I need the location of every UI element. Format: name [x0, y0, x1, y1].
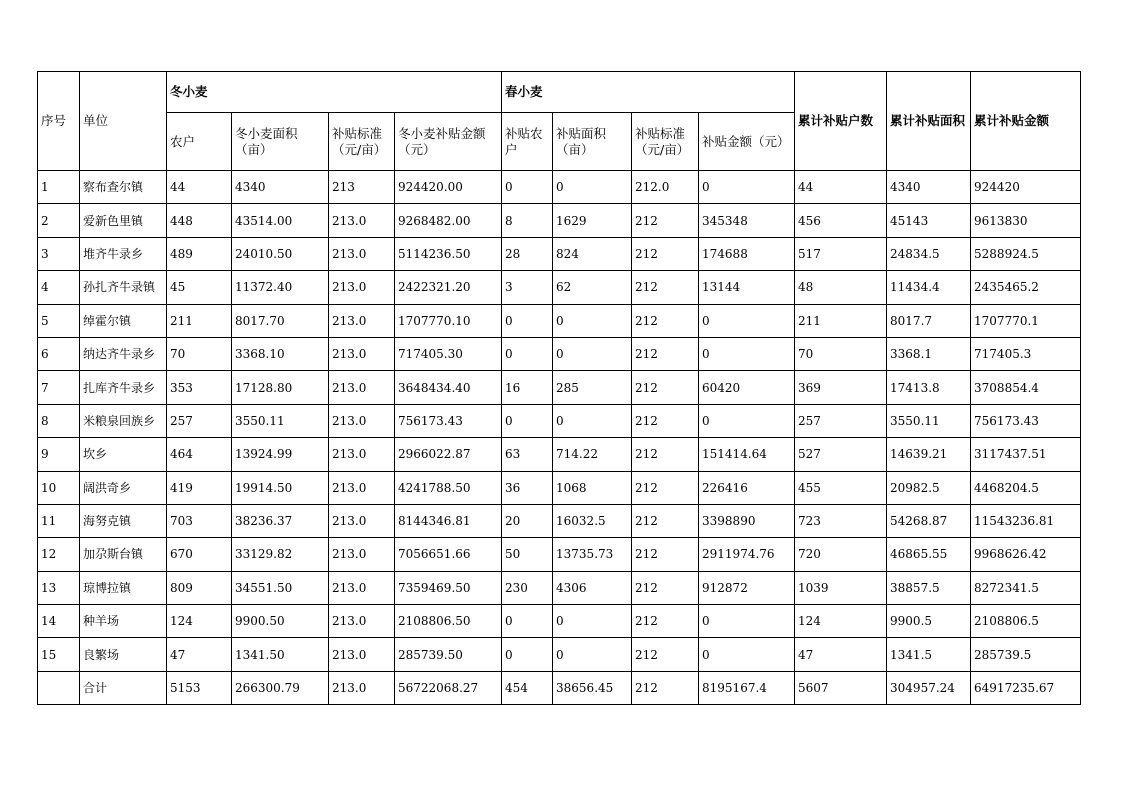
table-cell: 0 — [502, 304, 553, 337]
table-cell: 4241788.50 — [395, 471, 502, 504]
table-cell: 0 — [553, 304, 632, 337]
table-cell: 9900.5 — [887, 605, 971, 638]
table-cell: 11 — [38, 504, 80, 537]
table-row — [38, 471, 1081, 504]
table-cell: 33129.82 — [232, 538, 329, 571]
table-cell: 212 — [632, 237, 699, 270]
table-cell: 合计 — [80, 671, 167, 704]
table-cell: 47 — [167, 638, 232, 671]
table-cell: 13924.99 — [232, 438, 329, 471]
header-winter-amount: 冬小麦补贴金额（元） — [395, 113, 502, 171]
table-cell: 717405.30 — [395, 337, 502, 370]
table-cell: 54268.87 — [887, 504, 971, 537]
table-cell: 3 — [38, 237, 80, 270]
table-cell: 304957.24 — [887, 671, 971, 704]
header-index: 序号 — [38, 72, 80, 171]
total-row — [38, 671, 1081, 704]
table-cell: 62 — [553, 271, 632, 304]
table-cell: 212.0 — [632, 171, 699, 204]
table-cell: 0 — [553, 404, 632, 437]
table-cell: 8017.7 — [887, 304, 971, 337]
table-cell: 213.0 — [329, 538, 395, 571]
table-row — [38, 404, 1081, 437]
table-cell: 加尕斯台镇 — [80, 538, 167, 571]
table-row — [38, 371, 1081, 404]
table-cell: 14 — [38, 605, 80, 638]
table-cell: 212 — [632, 304, 699, 337]
table-cell: 4468204.5 — [971, 471, 1081, 504]
table-cell: 察布查尔镇 — [80, 171, 167, 204]
table-cell: 212 — [632, 638, 699, 671]
table-cell: 70 — [167, 337, 232, 370]
table-row — [38, 638, 1081, 671]
table-cell: 纳达齐牛录乡 — [80, 337, 167, 370]
table-cell: 285739.5 — [971, 638, 1081, 671]
table-cell: 7056651.66 — [395, 538, 502, 571]
table-cell: 1707770.10 — [395, 304, 502, 337]
table-cell: 良繁场 — [80, 638, 167, 671]
table-cell: 924420 — [971, 171, 1081, 204]
table-cell: 257 — [167, 404, 232, 437]
table-cell: 45 — [167, 271, 232, 304]
table-cell: 0 — [502, 404, 553, 437]
table-cell: 212 — [632, 671, 699, 704]
table-cell: 0 — [699, 337, 795, 370]
table-cell: 213.0 — [329, 438, 395, 471]
table-cell: 213.0 — [329, 638, 395, 671]
header-total-households: 累计补贴户数 — [795, 72, 887, 171]
table-cell: 12 — [38, 538, 80, 571]
table-cell: 2435465.2 — [971, 271, 1081, 304]
table-cell: 419 — [167, 471, 232, 504]
table-cell: 455 — [795, 471, 887, 504]
table-cell: 213.0 — [329, 605, 395, 638]
table-cell: 堆齐牛录乡 — [80, 237, 167, 270]
table-cell: 2966022.87 — [395, 438, 502, 471]
table-cell: 0 — [553, 638, 632, 671]
table-cell: 151414.64 — [699, 438, 795, 471]
header-unit: 单位 — [80, 72, 167, 171]
table-cell: 60420 — [699, 371, 795, 404]
table-cell: 24010.50 — [232, 237, 329, 270]
table-cell: 212 — [632, 438, 699, 471]
table-cell: 绰霍尔镇 — [80, 304, 167, 337]
table-cell: 14639.21 — [887, 438, 971, 471]
table-cell: 824 — [553, 237, 632, 270]
table-cell: 38656.45 — [553, 671, 632, 704]
table-cell: 3648434.40 — [395, 371, 502, 404]
table-cell: 213.0 — [329, 204, 395, 237]
table-cell: 353 — [167, 371, 232, 404]
table-row — [38, 237, 1081, 270]
table-cell: 454 — [502, 671, 553, 704]
header-spring-households: 补贴农户 — [502, 113, 553, 171]
table-cell: 1068 — [553, 471, 632, 504]
table-row — [38, 271, 1081, 304]
table-cell: 456 — [795, 204, 887, 237]
table-cell: 45143 — [887, 204, 971, 237]
table-row — [38, 304, 1081, 337]
table-cell: 38236.37 — [232, 504, 329, 537]
table-cell: 213 — [329, 171, 395, 204]
table-cell: 56722068.27 — [395, 671, 502, 704]
table-cell: 20 — [502, 504, 553, 537]
table-cell: 213.0 — [329, 337, 395, 370]
table-cell: 0 — [502, 337, 553, 370]
table-cell: 3 — [502, 271, 553, 304]
table-cell: 0 — [699, 638, 795, 671]
table-cell: 212 — [632, 404, 699, 437]
table-row — [38, 204, 1081, 237]
table-cell: 8 — [502, 204, 553, 237]
table-cell: 11543236.81 — [971, 504, 1081, 537]
table-cell: 16032.5 — [553, 504, 632, 537]
table-cell: 3117437.51 — [971, 438, 1081, 471]
table-cell: 24834.5 — [887, 237, 971, 270]
table-cell: 孙扎齐牛录镇 — [80, 271, 167, 304]
subsidy-table — [37, 71, 1081, 705]
header-spring-amount: 补贴金额（元） — [699, 113, 795, 171]
table-cell: 2108806.5 — [971, 605, 1081, 638]
table-cell: 212 — [632, 371, 699, 404]
table-cell: 3550.11 — [887, 404, 971, 437]
table-cell: 213.0 — [329, 571, 395, 604]
table-cell: 48 — [795, 271, 887, 304]
table-cell: 8017.70 — [232, 304, 329, 337]
table-cell: 3708854.4 — [971, 371, 1081, 404]
table-cell: 720 — [795, 538, 887, 571]
table-cell: 海努克镇 — [80, 504, 167, 537]
table-cell: 230 — [502, 571, 553, 604]
table-cell: 213.0 — [329, 304, 395, 337]
table-cell: 174688 — [699, 237, 795, 270]
table-cell: 1341.50 — [232, 638, 329, 671]
table-cell: 124 — [795, 605, 887, 638]
table-cell: 213.0 — [329, 237, 395, 270]
table-cell: 17413.8 — [887, 371, 971, 404]
table-cell: 285739.50 — [395, 638, 502, 671]
table-cell: 212 — [632, 605, 699, 638]
table-cell: 9268482.00 — [395, 204, 502, 237]
table-row — [38, 571, 1081, 604]
table-cell: 527 — [795, 438, 887, 471]
table-cell: 5288924.5 — [971, 237, 1081, 270]
table-cell: 924420.00 — [395, 171, 502, 204]
table-cell: 2911974.76 — [699, 538, 795, 571]
table-cell: 9968626.42 — [971, 538, 1081, 571]
table-cell: 8272341.5 — [971, 571, 1081, 604]
header-total-amount: 累计补贴金额 — [971, 72, 1081, 171]
table-cell: 9 — [38, 438, 80, 471]
table-cell: 489 — [167, 237, 232, 270]
table-cell: 226416 — [699, 471, 795, 504]
table-cell: 1 — [38, 171, 80, 204]
table-cell: 13735.73 — [553, 538, 632, 571]
table-row — [38, 605, 1081, 638]
table-cell: 扎库齐牛录乡 — [80, 371, 167, 404]
table-cell: 213.0 — [329, 471, 395, 504]
table-cell: 0 — [699, 171, 795, 204]
table-cell: 5153 — [167, 671, 232, 704]
table-cell: 28 — [502, 237, 553, 270]
table-cell: 0 — [502, 605, 553, 638]
table-cell: 11372.40 — [232, 271, 329, 304]
table-cell: 13144 — [699, 271, 795, 304]
table-cell: 912872 — [699, 571, 795, 604]
table-cell: 13 — [38, 571, 80, 604]
table-cell: 3368.10 — [232, 337, 329, 370]
table-cell: 20982.5 — [887, 471, 971, 504]
header-spring-wheat: 春小麦 — [502, 72, 795, 113]
table-cell: 44 — [795, 171, 887, 204]
table-cell: 212 — [632, 271, 699, 304]
header-winter-wheat: 冬小麦 — [167, 72, 502, 113]
table-cell: 212 — [632, 504, 699, 537]
table-row — [38, 337, 1081, 370]
table-cell: 10 — [38, 471, 80, 504]
table-cell: 717405.3 — [971, 337, 1081, 370]
table-cell: 6 — [38, 337, 80, 370]
table-cell: 63 — [502, 438, 553, 471]
table-cell: 703 — [167, 504, 232, 537]
table-cell: 212 — [632, 471, 699, 504]
table-cell: 285 — [553, 371, 632, 404]
table-cell: 50 — [502, 538, 553, 571]
table-cell: 0 — [502, 171, 553, 204]
table-cell: 464 — [167, 438, 232, 471]
table-cell: 5607 — [795, 671, 887, 704]
header-winter-households: 农户 — [167, 113, 232, 171]
table-cell: 7359469.50 — [395, 571, 502, 604]
header-spring-area: 补贴面积（亩） — [553, 113, 632, 171]
table-cell: 3550.11 — [232, 404, 329, 437]
table-cell: 44 — [167, 171, 232, 204]
table-cell: 米粮泉回族乡 — [80, 404, 167, 437]
table-cell: 种羊场 — [80, 605, 167, 638]
table-cell: 345348 — [699, 204, 795, 237]
table-cell: 213.0 — [329, 371, 395, 404]
table-cell: 11434.4 — [887, 271, 971, 304]
table-cell: 47 — [795, 638, 887, 671]
table-cell: 4306 — [553, 571, 632, 604]
header-total-area: 累计补贴面积 — [887, 72, 971, 171]
table-cell: 213.0 — [329, 504, 395, 537]
table-row — [38, 171, 1081, 204]
table-cell: 212 — [632, 204, 699, 237]
table-row — [38, 504, 1081, 537]
table-cell: 阔洪奇乡 — [80, 471, 167, 504]
table-cell: 8144346.81 — [395, 504, 502, 537]
table-cell: 1707770.1 — [971, 304, 1081, 337]
table-cell: 670 — [167, 538, 232, 571]
table-cell: 756173.43 — [971, 404, 1081, 437]
header-winter-area: 冬小麦面积（亩） — [232, 113, 329, 171]
table-cell: 64917235.67 — [971, 671, 1081, 704]
table-cell: 756173.43 — [395, 404, 502, 437]
table-cell: 2108806.50 — [395, 605, 502, 638]
table-cell: 8195167.4 — [699, 671, 795, 704]
table-cell: 19914.50 — [232, 471, 329, 504]
table-cell: 8 — [38, 404, 80, 437]
table-cell: 43514.00 — [232, 204, 329, 237]
table-cell: 0 — [553, 605, 632, 638]
table-cell: 213.0 — [329, 404, 395, 437]
header-spring-standard: 补贴标准（元/亩） — [632, 113, 699, 171]
table-cell: 213.0 — [329, 671, 395, 704]
table-cell: 211 — [167, 304, 232, 337]
table-cell: 3368.1 — [887, 337, 971, 370]
table-cell — [38, 671, 80, 704]
table-cell: 211 — [795, 304, 887, 337]
table-cell: 517 — [795, 237, 887, 270]
table-cell: 212 — [632, 538, 699, 571]
table-cell: 0 — [699, 605, 795, 638]
table-cell: 2422321.20 — [395, 271, 502, 304]
table-cell: 16 — [502, 371, 553, 404]
table-cell: 琼博拉镇 — [80, 571, 167, 604]
header-row-1 — [38, 72, 1081, 113]
table-cell: 36 — [502, 471, 553, 504]
table-cell: 17128.80 — [232, 371, 329, 404]
table-cell: 723 — [795, 504, 887, 537]
table-cell: 38857.5 — [887, 571, 971, 604]
table-cell: 809 — [167, 571, 232, 604]
table-cell: 0 — [553, 171, 632, 204]
table-cell: 0 — [502, 638, 553, 671]
table-cell: 2 — [38, 204, 80, 237]
table-cell: 212 — [632, 337, 699, 370]
table-cell: 0 — [699, 404, 795, 437]
table-cell: 4 — [38, 271, 80, 304]
table-cell: 15 — [38, 638, 80, 671]
table-cell: 0 — [699, 304, 795, 337]
table-cell: 5 — [38, 304, 80, 337]
table-cell: 213.0 — [329, 271, 395, 304]
table-cell: 448 — [167, 204, 232, 237]
table-row — [38, 538, 1081, 571]
table-cell: 5114236.50 — [395, 237, 502, 270]
table-cell: 4340 — [232, 171, 329, 204]
table-cell: 266300.79 — [232, 671, 329, 704]
table-cell: 坎乡 — [80, 438, 167, 471]
table-cell: 1341.5 — [887, 638, 971, 671]
table-cell: 3398890 — [699, 504, 795, 537]
table-cell: 1629 — [553, 204, 632, 237]
table-cell: 124 — [167, 605, 232, 638]
table-cell: 0 — [553, 337, 632, 370]
table-cell: 714.22 — [553, 438, 632, 471]
table-cell: 7 — [38, 371, 80, 404]
table-cell: 257 — [795, 404, 887, 437]
table-cell: 9613830 — [971, 204, 1081, 237]
table-cell: 212 — [632, 571, 699, 604]
table-cell: 369 — [795, 371, 887, 404]
table-cell: 9900.50 — [232, 605, 329, 638]
header-winter-standard: 补贴标准（元/亩） — [329, 113, 395, 171]
table-cell: 70 — [795, 337, 887, 370]
table-cell: 34551.50 — [232, 571, 329, 604]
table-cell: 1039 — [795, 571, 887, 604]
table-cell: 4340 — [887, 171, 971, 204]
table-cell: 46865.55 — [887, 538, 971, 571]
table-row — [38, 438, 1081, 471]
table-cell: 爱新色里镇 — [80, 204, 167, 237]
